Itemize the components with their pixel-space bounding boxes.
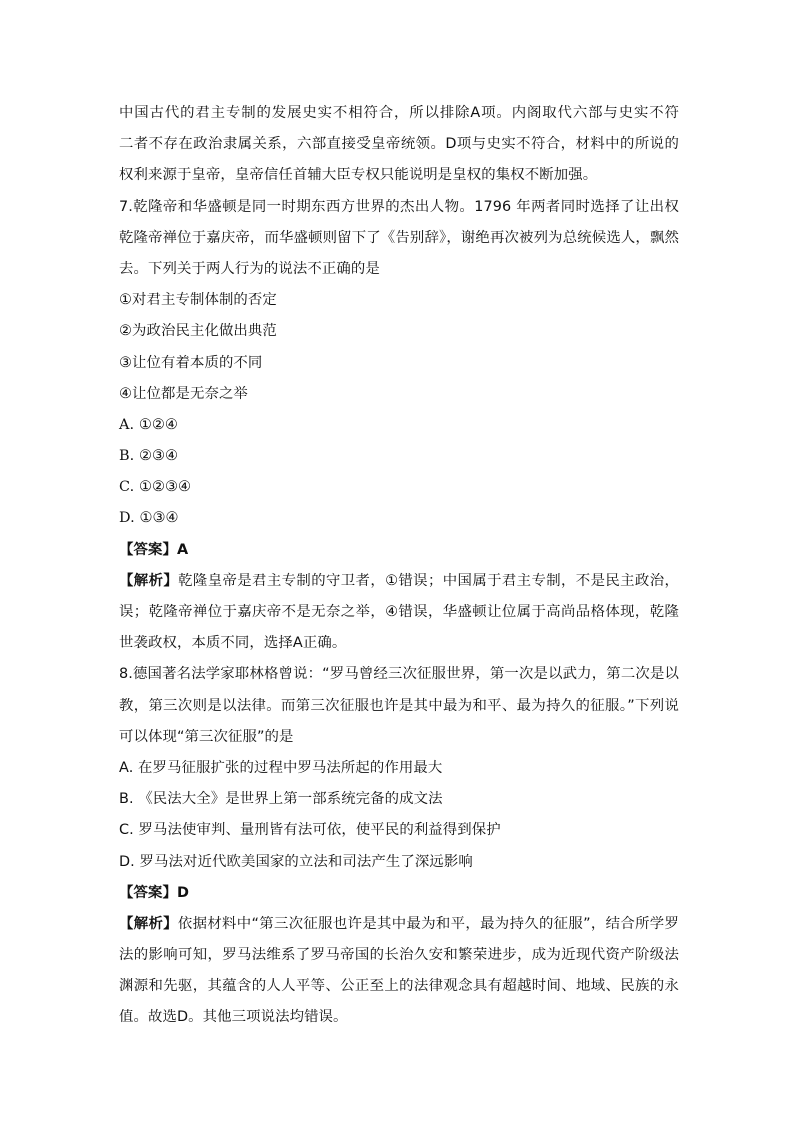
analysis-label: 【解析】: [119, 915, 178, 932]
question-8-stem: 可以体现“第三次征服”的是: [119, 728, 294, 745]
question-7-analysis-line: 世袭政权，本质不同，选择A正确。: [119, 635, 347, 652]
intro-line: 二者不存在政治隶属关系，六部直接受皇帝统领。D项与史实不符合，材料中的所说的: [119, 136, 679, 153]
answer-label: 【答案】: [119, 541, 177, 558]
question-8-option-d: D. 罗马法对近代欧美国家的立法和司法产生了深远影响: [119, 853, 473, 870]
intro-line: 中国古代的君主专制的发展史实不相符合，所以排除A项。内阁取代六部与史实不符: [119, 105, 679, 121]
question-7-stem: 去。下列关于两人行为的说法不正确的是: [119, 260, 380, 277]
question-7-stem: 7.乾隆帝和华盛顿是同一时期东西方世界的杰出人物。1796 年两者同时选择了让出权: [119, 198, 679, 215]
intro-line: 权利来源于皇帝，皇帝信任首辅大臣专权只能说明是皇权的集权不断加强。: [119, 167, 598, 184]
answer-label: 【答案】: [119, 884, 177, 901]
question-7-statement: ③让位有着本质的不同: [119, 354, 263, 371]
answer-value: D: [176, 884, 190, 901]
question-7-option-b: B. ②③④: [119, 448, 179, 465]
question-7-stem: 乾隆帝禅位于嘉庆帝，而华盛顿则留下了《告别辞》，谢绝再次被列为总统候选人，飘然: [119, 229, 679, 246]
question-7-option-a: A. ①②④: [119, 416, 178, 433]
question-7-statement: ②为政治民主化做出典范: [119, 323, 277, 340]
analysis-text: 依据材料中“第三次征服也许是其中最为和平，最为持久的征服”，结合所学罗: [177, 915, 679, 932]
question-8-option-c: C. 罗马法使审判、量刑皆有法可依，使平民的利益得到保护: [119, 822, 501, 839]
question-7-answer: [119, 535, 679, 566]
question-7-statement: ④让位都是无奈之举: [119, 385, 248, 402]
question-8-option-a: A. 在罗马征服扩张的过程中罗马法所起的作用最大: [119, 759, 443, 776]
question-7-statement: ①对君主专制体制的否定: [119, 292, 277, 309]
question-8-analysis-line: 渊源和先驱，其蕴含的人人平等、公正至上的法律观念具有超越时间、地域、民族的永: [119, 978, 679, 995]
question-8-analysis-line: 值。故选D。其他三项说法均错误。: [119, 1009, 348, 1026]
question-8-stem: 8.德国著名法学家耶林格曾说：“罗马曾经三次征服世界，第一次是以武力，第二次是以: [119, 666, 679, 683]
question-8-option-b: B. 《民法大全》是世界上第一部系统完备的成文法: [119, 791, 443, 808]
question-7-analysis: [119, 566, 679, 597]
question-7-option-c: C. ①②③④: [119, 479, 191, 496]
question-8-stem: 教，第三次则是以法律。而第三次征服也许是其中最为和平、最为持久的征服。”下列说: [119, 697, 679, 714]
analysis-text: 乾隆皇帝是君主专制的守卫者，①错误；中国属于君主专制，不是民主政治，: [178, 572, 679, 589]
question-8-analysis: [119, 909, 679, 940]
question-7-option-d: D. ①③④: [119, 510, 179, 527]
question-8-analysis-line: 法的影响可知，罗马法维系了罗马帝国的长治久安和繁荣进步，成为近现代资产阶级法: [119, 947, 679, 964]
document-page: [119, 98, 679, 1034]
answer-value: A: [176, 541, 189, 558]
question-8-answer: [119, 878, 679, 909]
question-7-analysis-line: 误；乾隆帝禅位于嘉庆帝不是无奈之举，④错误，华盛顿让位属于高尚品格体现，乾隆: [119, 604, 679, 620]
analysis-label: 【解析】: [119, 572, 179, 589]
